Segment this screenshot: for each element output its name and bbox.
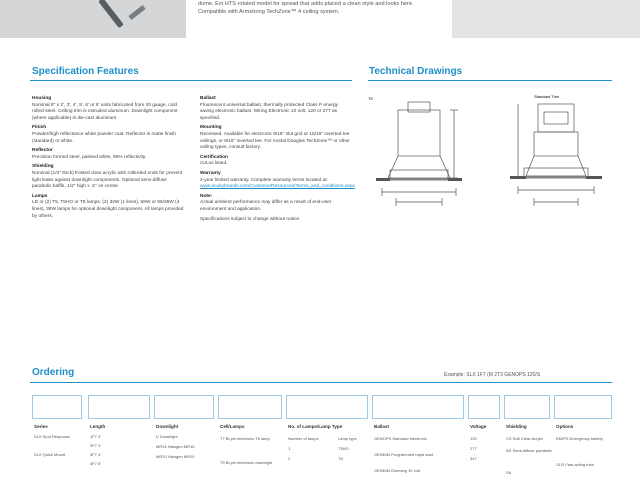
spec-warranty-text: 2-year limited warranty. Complete warranty terms located at: [200,177,328,183]
order-cell-lamp-type[interactable] [286,395,368,419]
order-cell-options[interactable] [554,395,612,419]
ordering-heading: Ordering [32,367,75,378]
ordering-divider [30,382,612,383]
order-length-2: 2F7 3' [90,443,101,448]
technical-drawing-right [500,92,618,220]
order-ballast-3: GENDIM Dimming 10 volt [374,468,420,473]
spec-mounting-text: Recessed. Available for electronic 9/16" slot grid or 15/16" inverted tee ceilings, or 9/16" inverted tee. For Acetal Douglas TechZone™ or other ceiling types, consult factory. [200,131,350,151]
spec-housing-text: Nominal 8" x 2', 3', 4', 5', 6' or 8' units fabricated from 20 gauge, cold rolled steel. Ceiling trim is extruded aluminum. Downlight component (where applicable) is die-cast aluminum. [32,102,178,121]
spec-finish-title: Finish [32,125,47,131]
spec-shielding-title: Shielding [32,164,54,170]
spec-lamps-text: LD or (2) T5, T5HO or T8 lamps. (2) 32W (1 lines), 59W or 86/36W (4 lines), 39W lamps for optional downlight component. All lamps provided by others. [32,200,184,219]
order-voltage-1: 120 [470,436,477,441]
order-cell-downlight[interactable] [154,395,214,419]
spec-certification-text: cULus listed. [200,161,228,167]
drawing-right-svg [500,92,618,220]
order-ballast-1: GENOPS Standard electronic [374,436,427,441]
order-lamptype-2: T8 [338,456,343,461]
order-downlight-3: MR20 Halogen MR20 [156,454,195,459]
spec-column-right [200,96,355,223]
order-voltage-2: 277 [470,446,477,451]
spec-shielding-text: Nominal (1/4" thick) frosted clear acrylic with rollerded ends for prevent light leaks against downlight components. Optional semi-diffuse parabolic baffle, 1/2" high x .5" on center. [32,170,183,190]
spec-note-title: Note: [200,193,213,199]
technical-drawing-left [368,92,486,220]
order-length-4: 4F7 5' [90,461,101,466]
spec-housing-title: Housing [32,96,52,101]
spec-note-text: Actual ambient performance may differ as a result of end-user environment and application. [200,200,332,212]
order-shielding-1: CS Soft Clear Acrylic [506,436,544,441]
order-cell-series[interactable] [32,395,82,419]
spec-ballast-title: Ballast [200,96,216,101]
technical-drawings-heading: Technical Drawings [369,66,463,77]
header-grey-panel [452,0,640,38]
order-cell-cell-lamps[interactable] [218,395,282,419]
order-cell-ballast[interactable] [372,395,464,419]
order-header-shielding: Shielding [506,424,527,429]
spec-ballast-text: Flourescent universal ballast, thermally protected Class P energy saving electronic ballast. Wiring Electronic 10 volt, 120 or 277 as specified. [200,102,339,121]
order-shielding-3: SA [506,470,512,475]
ordering-example: Example: SLX 1F7 (M 2T3 GENOPS 120/S [444,372,541,378]
order-options-1: EM/PS Emergency battery [556,436,604,441]
order-lamps-2: 2 [288,456,291,461]
order-lamptype-header: Lamp type [338,436,357,441]
warranty-link[interactable]: www.acuitybrands.com/CustomerResources/Terms_and_conditions.aspx [200,184,355,190]
order-header-length: Length [90,424,106,429]
order-downlight-2: MR16 Halogen MR16 [156,444,195,449]
order-header-ballast: Ballast [374,424,390,429]
spec-reflector-text: Precision formed steel, painted white, 95% reflectivity. [32,154,147,160]
order-downlight-1: D Downlight [156,434,178,439]
drawing-right-label: Standard Trim [534,94,560,99]
order-header-voltage: Voltage [470,424,487,429]
order-ballast-2: GENDIM Programmed rapid start [374,452,434,457]
product-photo [0,0,186,38]
spec-mounting-title: Mounting [200,125,222,131]
spec-certification-title: Certification [200,154,228,160]
order-shielding-2: AS Semi-diffuse parabolic [506,448,552,453]
intro-text: dome. Ext HTS rotated model for spread that adds placed a clean style and looks here. Compatible with Armstrong TechZone™ 4 ceiling system. [198,1,414,15]
product-photo-fitting [128,5,145,20]
order-lamptype-1: T5HO [338,446,349,451]
order-voltage-3: 347 [470,456,477,461]
spec-column-left [32,96,184,220]
spec-reflector-title: Reflector [32,148,53,154]
order-header-lamp-type: No. of Lamps/Lamp Type [288,424,343,429]
spec-features-heading: Specification Features [32,66,139,77]
order-header-options: Options [556,424,574,429]
order-cell-voltage[interactable] [468,395,500,419]
spec-change-notice: Specifications subject to change without notice. [200,216,301,222]
order-lamps-header: Number of lamps [288,436,319,441]
order-cell-shielding[interactable] [504,395,550,419]
drawings-divider [368,80,612,81]
order-lamps-1: 1 [288,446,291,451]
order-cell-1: T7 Bi-pin electronic T5 lamp [220,436,270,441]
order-cell-length[interactable] [88,395,150,419]
spec-lamps-title: Lamps [32,193,48,199]
product-photo-rod [98,0,124,28]
order-length-3: 3F7 4' [90,452,101,457]
spec-warranty-title: Warranty [200,170,221,176]
order-options-2: GLR Fast-acting fuse [556,462,594,467]
order-series-1: SLX Spot Response [34,434,71,439]
order-cell-2: T5 Bi-pin electronic downlight [220,460,273,465]
order-header-downlight: Downlight [156,424,179,429]
order-series-2: SLX Quick Mount [34,452,66,457]
order-header-cell-lamps: Cell/Lamps [220,424,245,429]
spec-divider [30,80,352,81]
spec-finish-text: Powder/high reflectance white powder coat. Reflector is matte finish (standard) or white. [32,131,176,144]
drawing-left-svg [368,92,486,220]
drawing-left-label: T5 [368,96,373,101]
order-header-series: Series [34,424,48,429]
order-length-1: 1F7 2' [90,434,101,439]
